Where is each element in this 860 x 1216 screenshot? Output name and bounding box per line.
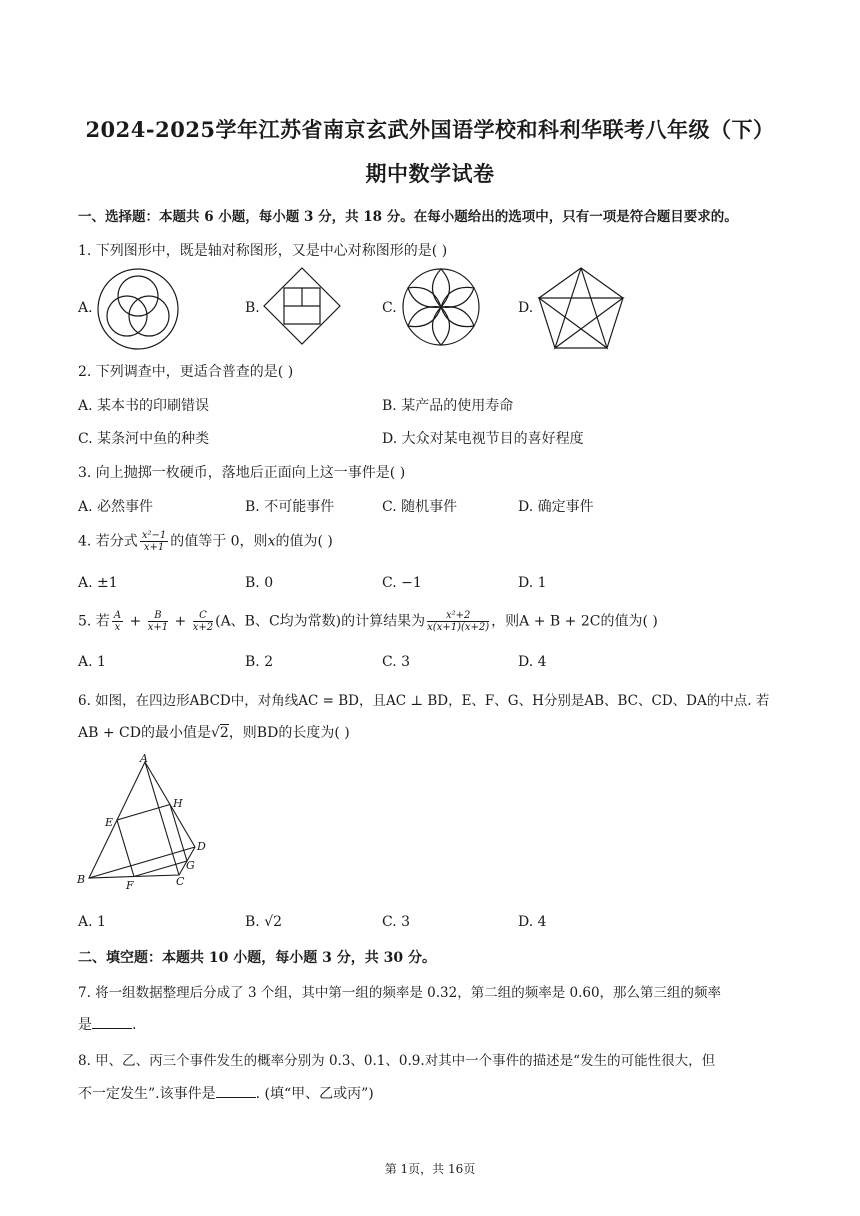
q7-line-1: 7. 将一组数据整理后分成了 3 个组，其中第一组的频率是 0.32，第二组的频率是 0.60，那么第三组的频率 — [78, 985, 722, 1001]
label-f: F — [126, 879, 134, 892]
q4-frac-denominator: x+1 — [143, 542, 165, 553]
q4-suffix: 的值等于 0，则 — [170, 533, 268, 550]
q6-line-1: 6. 如图，在四边形ABCD中，对角线AC = BD，且AC ⊥ BD，E、F、G、H分别是AB、BC、CD、DA的中点. 若 — [78, 693, 770, 709]
q1-figure-b — [262, 266, 342, 346]
q6-figure — [72, 752, 212, 894]
q7-line-2 — [78, 1014, 790, 1034]
label-a: A — [140, 752, 148, 765]
q1-figure-a — [95, 266, 181, 352]
section-2-heading: 二、填空题：本题共 10 小题，每小题 3 分，共 30 分。 — [78, 950, 436, 966]
q2-option-a: A. 某本书的印刷错误 — [78, 398, 210, 414]
label-g: G — [186, 859, 195, 872]
q2-stem: 2. 下列调查中，更适合普查的是( ) — [78, 364, 294, 380]
label-h: H — [173, 797, 183, 810]
q7-line2-end: . — [132, 1017, 137, 1033]
q1-figure-c — [400, 266, 482, 348]
q5-fraction-1 — [112, 610, 123, 633]
q8-line-2 — [78, 1083, 790, 1103]
q5-f4-numerator: x²+2 — [427, 610, 489, 622]
q5-f3-numerator: C — [193, 610, 213, 622]
q6-option-d: D. 4 — [518, 914, 547, 930]
q1-option-a: A. — [78, 300, 93, 316]
diagonal-bd — [89, 847, 195, 878]
q4-option-d: D. 1 — [518, 575, 547, 591]
label-b: B — [77, 873, 86, 886]
q3-option-d: D. 确定事件 — [518, 499, 594, 515]
q5-f3-denominator: x+2 — [192, 622, 214, 633]
q7-answer-blank — [92, 1028, 132, 1029]
q1-option-b: B. — [245, 300, 260, 316]
q5-f4-denominator: x(x+1)(x+2) — [427, 622, 490, 633]
q3-option-c: C. 随机事件 — [382, 499, 458, 515]
q4-stem — [78, 530, 790, 553]
q6-line2-a: AB + CD的最小值是 — [78, 725, 211, 741]
section-1-heading: 一、选择题：本题共 6 小题，每小题 3 分，共 18 分。在每小题给出的选项中，只有一项是符合题目要求的。 — [78, 209, 738, 225]
q4-frac-numerator: x²−1 — [141, 530, 167, 541]
q6-line-2 — [78, 722, 790, 742]
q5-f2-denominator: x+1 — [147, 622, 169, 633]
q8-line-1: 8. 甲、乙、丙三个事件发生的概率分别为 0.3、0.1、0.9.对其中一个事件的描述是“发生的可能性很大，但 — [78, 1053, 716, 1069]
q1-option-d: D. — [518, 300, 534, 316]
q5-f1-denominator: x — [114, 622, 121, 633]
q8-line2-text: 不一定发生”.该事件是 — [78, 1086, 216, 1102]
q4-fraction — [140, 530, 168, 553]
q7-line2-text: 是 — [78, 1017, 92, 1033]
label-e: E — [105, 816, 114, 829]
q6-option-b: B. √2 — [245, 914, 283, 930]
q5-stem: 5. 若 $\frac{A}{x}$ + $\frac{B}{x+1}$ + $\frac{C}{x+2}$ (A、B、C均为常数)的计算结果为 $\frac{\text{x²+2}}{x(x+1)(x+2)}$ ，则A + B + 2C的值为( ) — [78, 610, 658, 633]
sqrt-symbol: √ — [210, 725, 220, 741]
q5-prefix: 5. 若 — [78, 613, 110, 630]
q3-option-a: A. 必然事件 — [78, 499, 154, 515]
q3-stem: 3. 向上抛掷一枚硬币，落地后正面向上这一事件是( ) — [78, 465, 406, 481]
q5-f2-numerator: B — [148, 610, 168, 622]
q4-prefix: 4. 若分式 — [78, 533, 138, 550]
q2-option-d: D. 大众对某电视节目的喜好程度 — [382, 431, 584, 447]
q3-option-b: B. 不可能事件 — [245, 499, 335, 515]
q1-stem: 1. 下列图形中，既是轴对称图形，又是中心对称图形的是( ) — [78, 243, 448, 259]
q4-var: x — [267, 533, 276, 550]
q6-option-c: C. 3 — [382, 914, 411, 930]
q4-option-b: B. 0 — [245, 575, 274, 591]
q5-option-b: B. 2 — [245, 654, 274, 670]
q8-answer-blank — [216, 1097, 256, 1098]
title-line-1: 2024-2025学年江苏省南京玄武外国语学校和科利华联考八年级（下） — [85, 117, 775, 142]
q8-line2-end: . (填“甲、乙或丙”) — [255, 1086, 374, 1102]
q1-figure-d — [537, 266, 625, 350]
label-c: C — [176, 875, 185, 888]
q1-option-c: C. — [382, 300, 397, 316]
q6-sqrt-value: 2 — [219, 725, 229, 741]
page-footer: 第 1页，共 16页 — [384, 1162, 476, 1176]
q4-suffix2: 的值为( ) — [275, 533, 333, 550]
q5-option-d: D. 4 — [518, 654, 547, 670]
q5-suffix: ，则A + B + 2C的值为( ) — [491, 613, 658, 630]
q5-fraction-4 — [427, 610, 489, 633]
q4-option-c: C. −1 — [382, 575, 422, 591]
q6-option-a: A. 1 — [78, 914, 106, 930]
q2-option-c: C. 某条河中鱼的种类 — [78, 431, 210, 447]
q5-mid: (A、B、C均为常数)的计算结果为 — [215, 613, 426, 630]
q5-option-c: C. 3 — [382, 654, 411, 670]
q2-option-b: B. 某产品的使用寿命 — [382, 398, 514, 414]
q4-option-a: A. ±1 — [78, 575, 118, 591]
label-d: D — [197, 840, 206, 853]
q5-f1-numerator: A — [113, 610, 122, 621]
q5-fraction-2 — [148, 610, 168, 633]
q6-line2-b: ，则BD的长度为( ) — [228, 725, 350, 741]
title-line-2: 期中数学试卷 — [365, 161, 495, 186]
q5-option-a: A. 1 — [78, 654, 106, 670]
q5-fraction-3 — [193, 610, 213, 633]
